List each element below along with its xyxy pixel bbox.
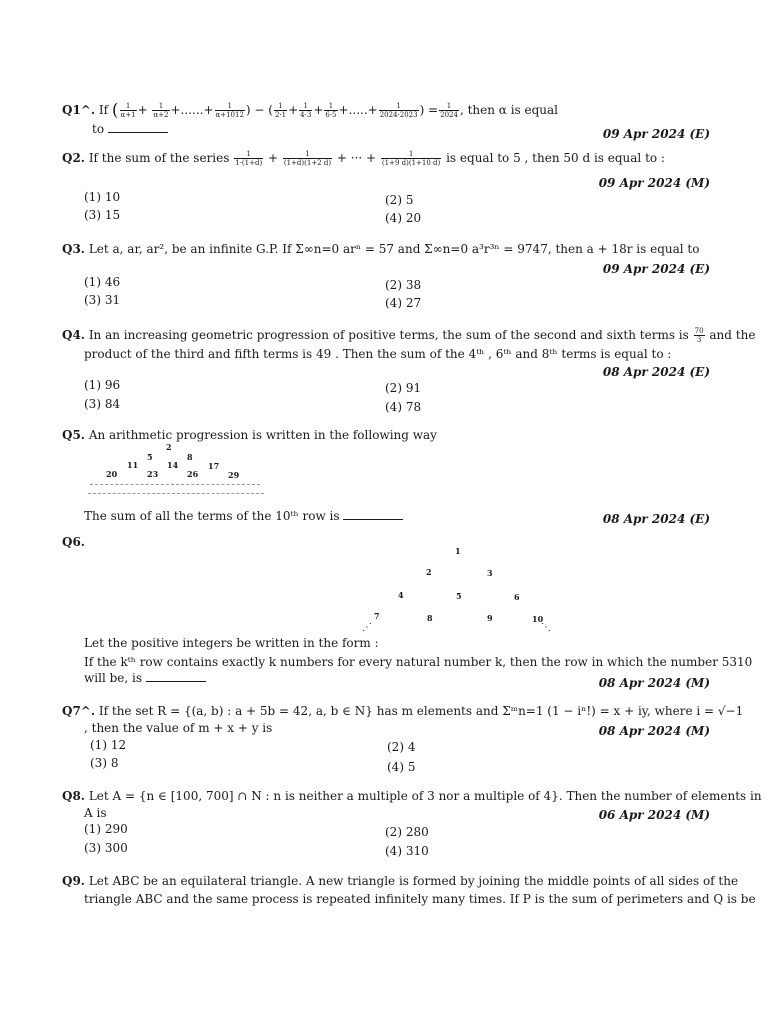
q7-option-2[interactable]: (2) 4	[387, 740, 416, 754]
q2-option-4[interactable]: (4) 20	[385, 211, 422, 225]
q1-number: Q1^.	[62, 103, 96, 117]
q6-tri-value: 9	[487, 613, 493, 623]
q3-date: 09 Apr 2024 (E)	[602, 262, 710, 276]
q5-date: 08 Apr 2024 (E)	[602, 512, 710, 526]
q6-tri-value: 8	[427, 613, 433, 623]
q6-tri-value: 10	[532, 614, 544, 624]
q7-option-3[interactable]: (3) 8	[90, 756, 119, 770]
q4-option-1[interactable]: (1) 96	[84, 378, 121, 392]
q7-line2: , then the value of m + x + y is	[84, 721, 273, 735]
q1-frac-c: $\frac{1}{\alpha+1012}$	[215, 102, 244, 119]
q1-frac-d: $\frac{1}{2\cdot 1}$	[274, 102, 287, 119]
q9-line2: triangle ABC and the same process is repeated infinitely many times. If P is the sum of perimeters and Q is be	[84, 892, 756, 906]
q2-option-1[interactable]: (1) 10	[84, 190, 121, 204]
q1-answer-blank[interactable]	[108, 122, 168, 133]
q1-frac-rhs: $\frac{1}{2024}$	[440, 102, 458, 119]
q4-frac: $\frac{70}{3}$	[694, 327, 704, 344]
q2-frac-1: $\frac{1}{1\cdot(1+d)}$	[235, 150, 263, 167]
q5-dashed-line	[88, 493, 264, 494]
q8-option-2[interactable]: (2) 280	[385, 825, 429, 839]
q6-label	[62, 534, 85, 550]
q6-ellipsis-left: ⋰	[362, 622, 372, 633]
q3-option-4[interactable]: (4) 27	[385, 296, 422, 310]
q9-line1	[62, 873, 738, 889]
q5-answer-blank[interactable]	[343, 509, 403, 520]
q5-tri-value: 29	[228, 470, 240, 480]
q8-line1	[62, 788, 762, 804]
q8-option-3[interactable]: (3) 300	[84, 841, 128, 855]
q8-line2: A is	[84, 806, 107, 820]
q7-date: 08 Apr 2024 (M)	[598, 724, 710, 738]
q4-line2: product of the third and fifth terms is 49 . Then the sum of the 4ᵗʰ , 6ᵗʰ and 8ᵗʰ terms is equal to :	[84, 347, 672, 361]
q5-dashed-line	[90, 484, 260, 485]
q1-text: If	[98, 103, 109, 117]
q6-tri-value: 6	[514, 592, 520, 602]
q3-option-1[interactable]: (1) 46	[84, 275, 121, 289]
q4-date: 08 Apr 2024 (E)	[602, 365, 710, 379]
q5-tri-value: 2	[166, 442, 172, 452]
q5-number: Q5.	[62, 428, 85, 442]
q6-date: 08 Apr 2024 (M)	[598, 676, 710, 690]
q5-tri-value: 11	[127, 460, 139, 470]
q3-line1	[62, 241, 699, 257]
q6-ellipsis-right: ⋱	[541, 622, 551, 633]
q2-frac-2: $\frac{1}{(1+d)(1+2 d)}$	[283, 150, 332, 167]
q5-tri-value: 23	[147, 469, 159, 479]
q9-text: Let ABC be an equilateral triangle. A new triangle is formed by joining the middle points of all sides of the	[88, 874, 739, 888]
q2-option-2[interactable]: (2) 5	[385, 193, 414, 207]
q5-tri-value: 26	[187, 469, 199, 479]
q8-number: Q8.	[62, 789, 85, 803]
q1-frac-a: $\frac{1}{\alpha+1}$	[120, 102, 136, 119]
q4-option-4[interactable]: (4) 78	[385, 400, 422, 414]
q1-frac-g: $\frac{1}{2024\cdot 2023}$	[379, 102, 418, 119]
q1-frac-b: $\frac{1}{\alpha+2}$	[153, 102, 169, 119]
q6-tri-value: 7	[374, 611, 380, 621]
q4-option-2[interactable]: (2) 91	[385, 381, 422, 395]
q6-answer-blank[interactable]	[146, 671, 206, 682]
q2-line1: Q2. If the sum of the series $\frac{1}{1\cdot(1+d)}$ + $\frac{1}{(1+d)(1+2 d)}$ + ··· + $\frac{1}{(1+9 d)(1+10 d)}$ is equal to 5 , then 50 d is equal to :	[62, 150, 665, 167]
q2-frac-3: $\frac{1}{(1+9 d)(1+10 d)}$	[381, 150, 441, 167]
q1-date: 09 Apr 2024 (E)	[602, 127, 710, 141]
q5-tri-value: 17	[208, 461, 220, 471]
q5-line1	[62, 427, 437, 443]
q7-option-1[interactable]: (1) 12	[90, 738, 127, 752]
q6-tri-value: 4	[398, 590, 404, 600]
q8-text: Let A = {n ∈ [100, 700] ∩ N : n is neither a multiple of 3 nor a multiple of 4}. Then the number of elements in	[88, 789, 762, 803]
q4-number: Q4.	[62, 328, 85, 342]
q6-tri-value: 2	[426, 567, 432, 577]
q5-tri-value: 8	[187, 452, 193, 462]
q6-tri-value: 3	[487, 568, 493, 578]
q5-tri-value: 20	[106, 469, 118, 479]
q7-option-4[interactable]: (4) 5	[387, 760, 416, 774]
q7-number: Q7^.	[62, 704, 96, 718]
q9-number: Q9.	[62, 874, 85, 888]
q1-frac-f: $\frac{1}{6\cdot 5}$	[325, 102, 337, 119]
q5-text: An arithmetic progression is written in the following way	[88, 428, 437, 442]
q4-line1: Q4. In an increasing geometric progression of positive terms, the sum of the second and sixth terms is $\frac{70}{3}$ and the	[62, 327, 756, 344]
q3-option-2[interactable]: (2) 38	[385, 278, 422, 292]
q1-line1: Q1^. If ( $\frac{1}{\alpha+1}$ + $\frac{1}{\alpha+2}$ +......+ $\frac{1}{\alpha+1012}$ ) − ( $\frac{1}{2\cdot 1}$ + $\frac{1}{4\cdot 3}$ + $\frac{1}{6\cdot 5}$ +.....+ $\frac{1}{2024\cdot 2023}$ ) = $\frac{1}{2024}$ , then α is equal	[62, 100, 559, 121]
q3-number: Q3.	[62, 242, 85, 256]
q6-tri-value: 5	[456, 591, 462, 601]
q6-number: Q6.	[62, 535, 85, 549]
q7-text: If the set R = {(a, b) : a + 5b = 42, a, b ∈ N} has m elements and Σᵐn=1 (1 − iⁿ!) = x + iy, where i = √−1	[98, 704, 744, 718]
q5-tri-value: 5	[147, 452, 153, 462]
q6-line3: will be, is	[84, 670, 206, 686]
q8-option-1[interactable]: (1) 290	[84, 822, 128, 836]
q2-option-3[interactable]: (3) 15	[84, 208, 121, 222]
q8-option-4[interactable]: (4) 310	[385, 844, 429, 858]
q8-date: 06 Apr 2024 (M)	[598, 808, 710, 822]
q2-date: 09 Apr 2024 (M)	[598, 176, 710, 190]
q5-ask: The sum of all the terms of the 10ᵗʰ row is	[84, 508, 403, 524]
q1-frac-e: $\frac{1}{4\cdot 3}$	[300, 102, 312, 119]
q5-tri-value: 14	[167, 460, 179, 470]
q2-number: Q2.	[62, 151, 85, 165]
q7-line1	[62, 703, 743, 719]
q1-line2: to	[92, 121, 168, 137]
q3-text: Let a, ar, ar², be an infinite G.P. If Σ∞n=0 arⁿ = 57 and Σ∞n=0 a³r³ⁿ = 9747, then a + 18r is equal to	[88, 242, 700, 256]
q6-line2: If the kᵗʰ row contains exactly k numbers for every natural number k, then the row in which the number 5310	[84, 655, 753, 669]
q3-option-3[interactable]: (3) 31	[84, 293, 121, 307]
q4-option-3[interactable]: (3) 84	[84, 397, 121, 411]
q6-line1: Let the positive integers be written in the form :	[84, 636, 379, 650]
q6-tri-value: 1	[455, 546, 461, 556]
